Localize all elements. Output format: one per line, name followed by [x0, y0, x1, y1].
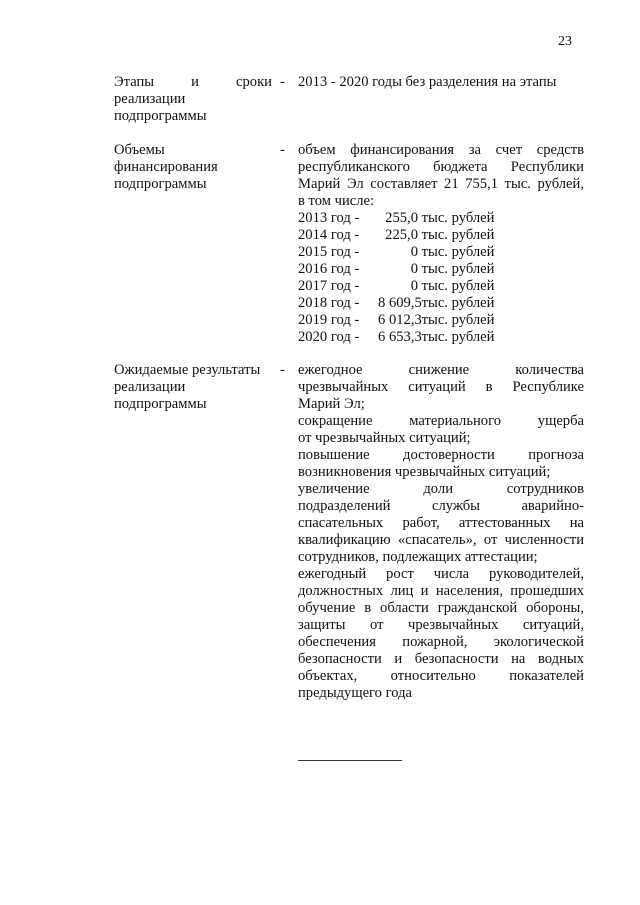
funding-unit: тыс. рублей — [418, 312, 495, 328]
funding-year: 2020 год - — [298, 329, 360, 345]
funding-intro-line: Марий Эл составляет 21 755,1 тыс. рублей, — [298, 176, 584, 192]
results-line: повышение достоверности прогноза — [298, 447, 584, 463]
funding-unit: тыс. рублей — [418, 278, 495, 294]
funding-label-line: финансирования — [114, 159, 218, 175]
funding-year-line — [298, 329, 584, 346]
funding-year: 2018 год - — [298, 295, 360, 311]
results-line: предыдущего года — [298, 685, 413, 701]
funding-year-line — [298, 210, 584, 227]
funding-year-line — [298, 261, 584, 278]
funding-year: 2015 год - — [298, 244, 360, 260]
funding-amount: 0 — [410, 244, 418, 260]
results-dash: - — [280, 362, 285, 378]
results-line: обучение в области гражданской обороны, — [298, 600, 584, 616]
funding-intro-line: республиканского бюджета Республики — [298, 159, 584, 175]
funding-year: 2013 год - — [298, 210, 360, 226]
results-line: объектах, относительно показателей — [298, 668, 584, 684]
funding-year-line — [298, 312, 584, 329]
results-label-line: реализации — [114, 379, 186, 395]
funding-label-line: Объемы — [114, 142, 165, 158]
funding-unit: тыс. рублей — [418, 227, 495, 243]
page-number: 23 — [558, 34, 572, 49]
funding-intro-line: объем финансирования за счет средств — [298, 142, 584, 158]
stages-label-line: подпрограммы — [114, 108, 207, 124]
funding-amount: 255,0 — [385, 210, 418, 226]
stages-dash: - — [280, 74, 285, 90]
results-line: ежегодный рост числа руководителей, — [298, 566, 584, 582]
funding-amount: 8 609,5 — [378, 295, 422, 311]
results-line: должностных лиц и населения, прошедших — [298, 583, 584, 599]
funding-year-line — [298, 227, 584, 244]
results-line: Марий Эл; — [298, 396, 365, 412]
results-label-line: Ожидаемые результаты — [114, 362, 261, 378]
stages-label — [114, 74, 272, 125]
results-line: от чрезвычайных ситуаций; — [298, 430, 471, 446]
results-line: защиты от чрезвычайных ситуаций, — [298, 617, 584, 633]
funding-year-line — [298, 278, 584, 295]
funding-year: 2017 год - — [298, 278, 360, 294]
funding-intro-line: в том числе: — [298, 193, 375, 209]
stages-label-line: Этапы и сроки — [114, 74, 272, 90]
funding-year: 2014 год - — [298, 227, 360, 243]
funding-amount: 6 653,3 — [378, 329, 422, 345]
results-line: спасательных работ, аттестованных на — [298, 515, 584, 531]
funding-unit: тыс. рублей — [418, 244, 495, 260]
stages-label-line: реализации — [114, 91, 186, 107]
results-value — [298, 362, 584, 702]
results-line: квалификацию «спасатель», от численности — [298, 532, 584, 548]
results-line: обеспечения пожарной, экологической — [298, 634, 584, 650]
funding-unit: тыс. рублей — [418, 329, 495, 345]
stages-value: 2013 - 2020 годы без разделения на этапы — [298, 74, 557, 90]
funding-dash: - — [280, 142, 285, 158]
funding-year: 2019 год - — [298, 312, 360, 328]
funding-amount: 0 — [410, 278, 418, 294]
funding-amount: 225,0 — [385, 227, 418, 243]
results-label — [114, 362, 272, 413]
funding-year-line — [298, 244, 584, 261]
results-line: чрезвычайных ситуаций в Республике — [298, 379, 584, 395]
funding-year: 2016 год - — [298, 261, 360, 277]
footnote-rule — [298, 760, 402, 761]
results-line: безопасности и безопасности на водных — [298, 651, 584, 667]
funding-unit: тыс. рублей — [418, 261, 495, 277]
funding-value — [298, 142, 584, 346]
results-line: увеличение доли сотрудников — [298, 481, 584, 497]
results-line: подразделений службы аварийно- — [298, 498, 584, 514]
funding-year-line — [298, 295, 584, 312]
results-line: ежегодное снижение количества — [298, 362, 584, 378]
results-line: возникновения чрезвычайных ситуаций; — [298, 464, 551, 480]
funding-label — [114, 142, 272, 193]
funding-unit: тыс. рублей — [418, 210, 495, 226]
results-line: сокращение материального ущерба — [298, 413, 584, 429]
results-line: сотрудников, подлежащих аттестации; — [298, 549, 538, 565]
funding-unit: тыс. рублей — [418, 295, 495, 311]
funding-amount: 6 012,3 — [378, 312, 422, 328]
funding-amount: 0 — [410, 261, 418, 277]
results-label-line: подпрограммы — [114, 396, 207, 412]
funding-label-line: подпрограммы — [114, 176, 207, 192]
